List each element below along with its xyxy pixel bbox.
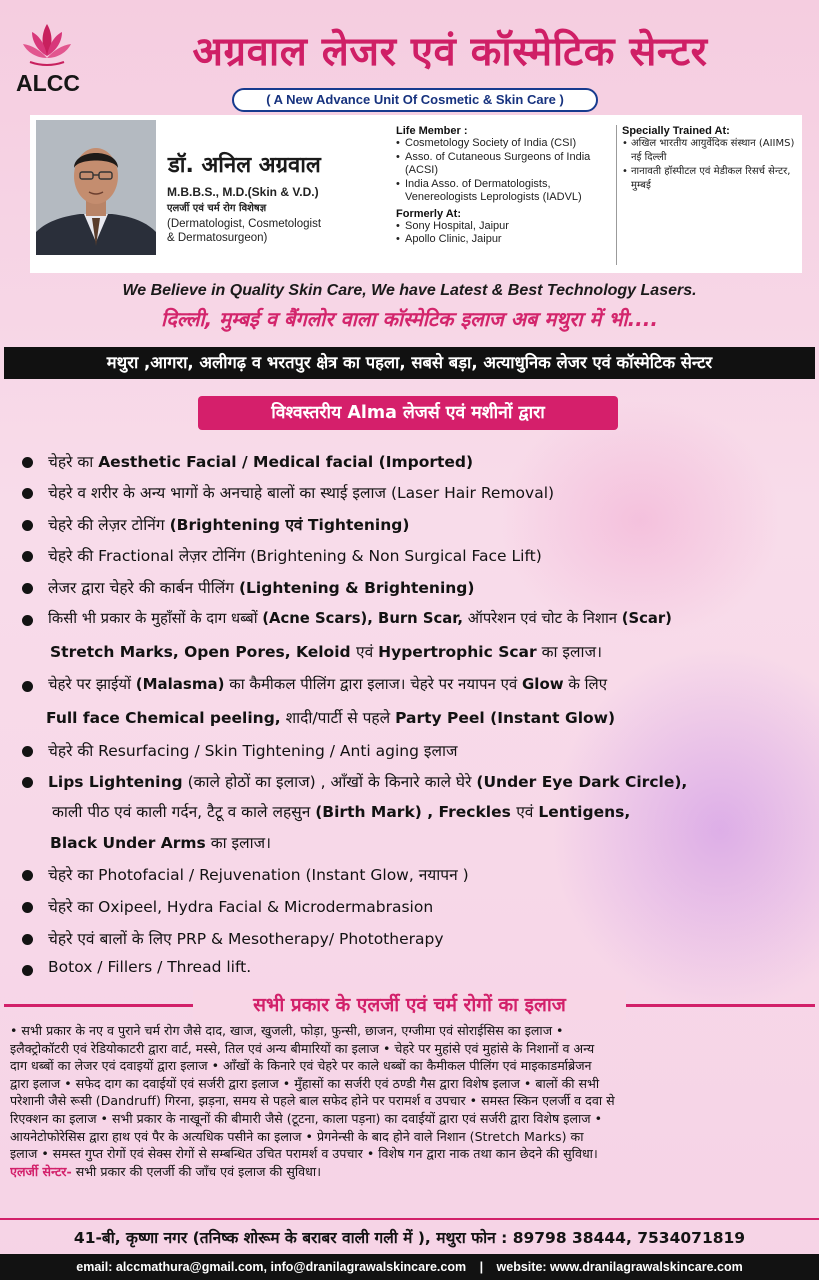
- service-item: किसी भी प्रकार के मुहाँसों के दाग धब्बों (Acne Scars), Burn Scar, ऑपरेशन एवं चोट के निशान (Scar): [48, 610, 672, 627]
- column-divider: [616, 125, 617, 265]
- service-item-continued: Stretch Marks, Open Pores, Keloid एवं Hypertrophic Scar का इलाज।: [50, 643, 602, 661]
- doctor-degree: M.B.B.S., M.D.(Skin & V.D.): [167, 185, 319, 199]
- logo: [10, 18, 85, 98]
- life-member-list: [396, 137, 616, 205]
- bullet-icon: [22, 681, 33, 692]
- trained-list: [622, 137, 800, 193]
- bullet-icon: [22, 488, 33, 499]
- allergy-line: रिएक्शन का इलाज • सभी प्रकार के नाखूनों की बीमारी जैसे (टूटना, काला पड़ना) का दवाईयों द्वारा एवं सर्जरी द्वारा विशेष इलाज •: [10, 1110, 603, 1126]
- first-center-banner: मथुरा ,आगरा, अलीगढ़ व भरतपुर क्षेत्र का पहला, सबसे बड़ा, अत्याधुनिक लेजर एवं कॉस्मेटिक सेन्टर: [4, 347, 815, 379]
- doctor-degree-hindi: एलर्जी एवं चर्म रोग विशेषज्ञ: [167, 203, 267, 214]
- service-item: चेहरे का Photofacial / Rejuvenation (Instant Glow, नयापन ): [48, 866, 469, 884]
- allergy-center-label: एलर्जी सेन्टर-: [10, 1163, 72, 1179]
- formerly-heading: Formerly At:: [396, 207, 461, 220]
- bullet-icon: [22, 457, 33, 468]
- logo-text: ALCC: [16, 70, 80, 96]
- service-item: चेहरे की Resurfacing / Skin Tightening / Anti aging इलाज: [48, 742, 458, 760]
- bullet-icon: [22, 551, 33, 562]
- service-item: चेहरे व शरीर के अन्य भागों के अनचाहे बालों का स्थाई इलाज (Laser Hair Removal): [48, 484, 555, 502]
- quality-tagline: We Believe in Quality Skin Care, We have Latest & Best Technology Lasers.: [122, 282, 697, 299]
- list-item: • Cosmetology Society of India (CSI): [396, 137, 616, 151]
- allergy-line: दाग धब्बों का लेजर एवं दवाइयों द्वारा इलाज • आँखों के किनारे एवं चेहरे पर काले धब्बों का कैमीकल पीलिंग एवं माइकाडर्माब्रेजन: [10, 1058, 592, 1074]
- allergy-line: इलैक्ट्रोकॉटरी एवं रेडियोकाटरी द्वारा वार्ट, मस्से, तिल एवं अन्य बीमारियों का इलाज • चेहरे पर मुहांसे एवं मुहांसे के निशानों व अन्य: [10, 1040, 595, 1056]
- allergy-center-text: सभी प्रकार की एलर्जी की जाँच एवं इलाज की सुविधा।: [71, 1163, 321, 1179]
- service-item: Botox / Fillers / Thread lift.: [48, 958, 252, 976]
- bullet-icon: [22, 870, 33, 881]
- bullet-icon: [22, 746, 33, 757]
- bullet-icon: [22, 615, 33, 626]
- delhi-tagline: दिल्ली, मुम्बई व बैंगलोर वाला कॉस्मेटिक इलाज अब मथुरा में भी....: [161, 307, 658, 331]
- bullet-icon: [22, 583, 33, 594]
- email-link[interactable]: email: alccmathura@gmail.com, info@dranilagrawalskincare.com: [76, 1260, 467, 1274]
- alma-banner: विश्वस्तरीय Alma लेजर्स एवं मशीनों द्वारा: [198, 396, 618, 430]
- service-item: लेजर द्वारा चेहरे की कार्बन पीलिंग (Lightening & Brightening): [48, 579, 475, 597]
- list-item: • Asso. of Cutaneous Surgeons of India (ACSI): [396, 151, 616, 178]
- formerly-list: [396, 220, 616, 247]
- service-item: Lips Lightening (काले होठों का इलाज) , आँखों के किनारे काले घेरे (Under Eye Dark Circle),: [48, 773, 688, 791]
- allergy-line: इलाज • समस्त गुप्त रोगों एवं सेक्स रोगों से सम्बन्धित उचित परामर्श व उपचार • विशेष गन द्वारा नाक तथा कान छेदने की सुविधा।: [10, 1146, 598, 1162]
- service-item-continued: Black Under Arms का इलाज।: [50, 834, 272, 852]
- separator: |: [479, 1260, 484, 1274]
- list-item: • India Asso. of Dermatologists, Venereologists Leprologists (IADVL): [396, 178, 616, 205]
- doctor-specialty: [167, 217, 387, 245]
- list-item: • नानावती हॉस्पीटल एवं मेडीकल रिसर्च सेन्टर, मुम्बई: [622, 165, 800, 193]
- doctor-card: [30, 115, 802, 273]
- service-item-continued: काली पीठ एवं काली गर्दन, टैटू व काले लहसुन (Birth Mark) , Freckles एवं Lentigens,: [52, 803, 631, 821]
- allergy-center-line: [10, 1163, 810, 1181]
- list-item: • Apollo Clinic, Jaipur: [396, 233, 616, 247]
- doctor-specialty-line: & Dermatosurgeon): [167, 232, 268, 244]
- trained-heading: Specially Trained At:: [622, 125, 730, 137]
- service-item-continued: Full face Chemical peeling, शादी/पार्टी से पहले Party Peel (Instant Glow): [46, 709, 616, 727]
- website-link[interactable]: website: www.dranilagrawalskincare.com: [496, 1260, 743, 1274]
- allergy-line: आयनेटोफोरेसिस द्वारा हाथ एवं पैर के अत्यधिक पसीने का इलाज • प्रेगनेन्सी के बाद होने वाले निशान (Stretch Marks) का: [10, 1128, 584, 1144]
- life-member-heading: Life Member :: [396, 125, 468, 137]
- life-member-column: [396, 125, 616, 247]
- list-item: • अखिल भारतीय आयुर्वेदिक संस्थान (AIIMS) नई दिल्ली: [622, 137, 800, 165]
- service-item: चेहरे की लेज़र टोनिंग (Brightening एवं Tightening): [48, 516, 410, 534]
- trained-column: [622, 125, 800, 193]
- service-item: चेहरे का Aesthetic Facial / Medical facial (Imported): [48, 453, 474, 471]
- allergy-line: द्वारा इलाज • सफेद दाग का दवाईयों एवं सर्जरी द्वारा इलाज • मुँहासों का सर्जरी एवं ठण्डी गैस द्वारा विशेष इलाज • बालों की सभी: [10, 1075, 600, 1091]
- allergy-line: • सभी प्रकार के नए व पुराने चर्म रोग जैसे दाद, खाज, खुजली, फोड़ा, फुन्सी, छाजन, एग्जीमा एवं सोराईसिस का इलाज •: [10, 1023, 564, 1038]
- service-item: चेहरे की Fractional लेज़र टोनिंग (Brightening & Non Surgical Face Lift): [48, 547, 542, 565]
- bullet-icon: [22, 520, 33, 531]
- lotus-icon: [20, 18, 75, 68]
- clinic-subtitle: ( A New Advance Unit Of Cosmetic & Skin Care ): [232, 88, 598, 112]
- doctor-name: डॉ. अनिल अग्रवाल: [168, 153, 321, 178]
- service-item: चेहरे का Oxipeel, Hydra Facial & Microdermabrasion: [48, 898, 434, 916]
- service-item: चेहरे पर झाईयों (Malasma) का कैमीकल पीलिंग द्वारा इलाज। चेहरे पर नयापन एवं Glow के लिए: [48, 675, 608, 693]
- service-item: चेहरे एवं बालों के लिए PRP & Mesotherapy/ Phototherapy: [48, 930, 444, 948]
- contact-bar: [0, 1254, 819, 1280]
- allergy-paragraph: [10, 1022, 810, 1180]
- address-phone: 41-बी, कृष्णा नगर (तनिष्क शोरूम के बराबर वाली गली में ), मथुरा फोन : 89798 38444, 7534071819: [73, 1229, 746, 1247]
- bullet-icon: [22, 965, 33, 976]
- bullet-icon: [22, 934, 33, 945]
- footer-divider: [0, 1218, 819, 1220]
- doctor-photo: [36, 120, 156, 255]
- bullet-icon: [22, 777, 33, 788]
- doctor-portrait-icon: [36, 120, 156, 255]
- clinic-title: अग्रवाल लेजर एवं कॉस्मेटिक सेन्टर: [192, 29, 708, 75]
- bullet-icon: [22, 902, 33, 913]
- allergy-line: परेशानी जैसे रूसी (Dandruff) गिरना, झड़ना, समय से पहले बाल सफेद होने पर परामर्श व उपचार • समस्त स्किन एलर्जी व दवा से: [10, 1093, 615, 1109]
- doctor-specialty-line: (Dermatologist, Cosmetologist: [167, 218, 322, 230]
- list-item: • Sony Hospital, Jaipur: [396, 220, 616, 234]
- allergy-heading: सभी प्रकार के एलर्जी एवं चर्म रोगों का इलाज: [193, 990, 626, 1020]
